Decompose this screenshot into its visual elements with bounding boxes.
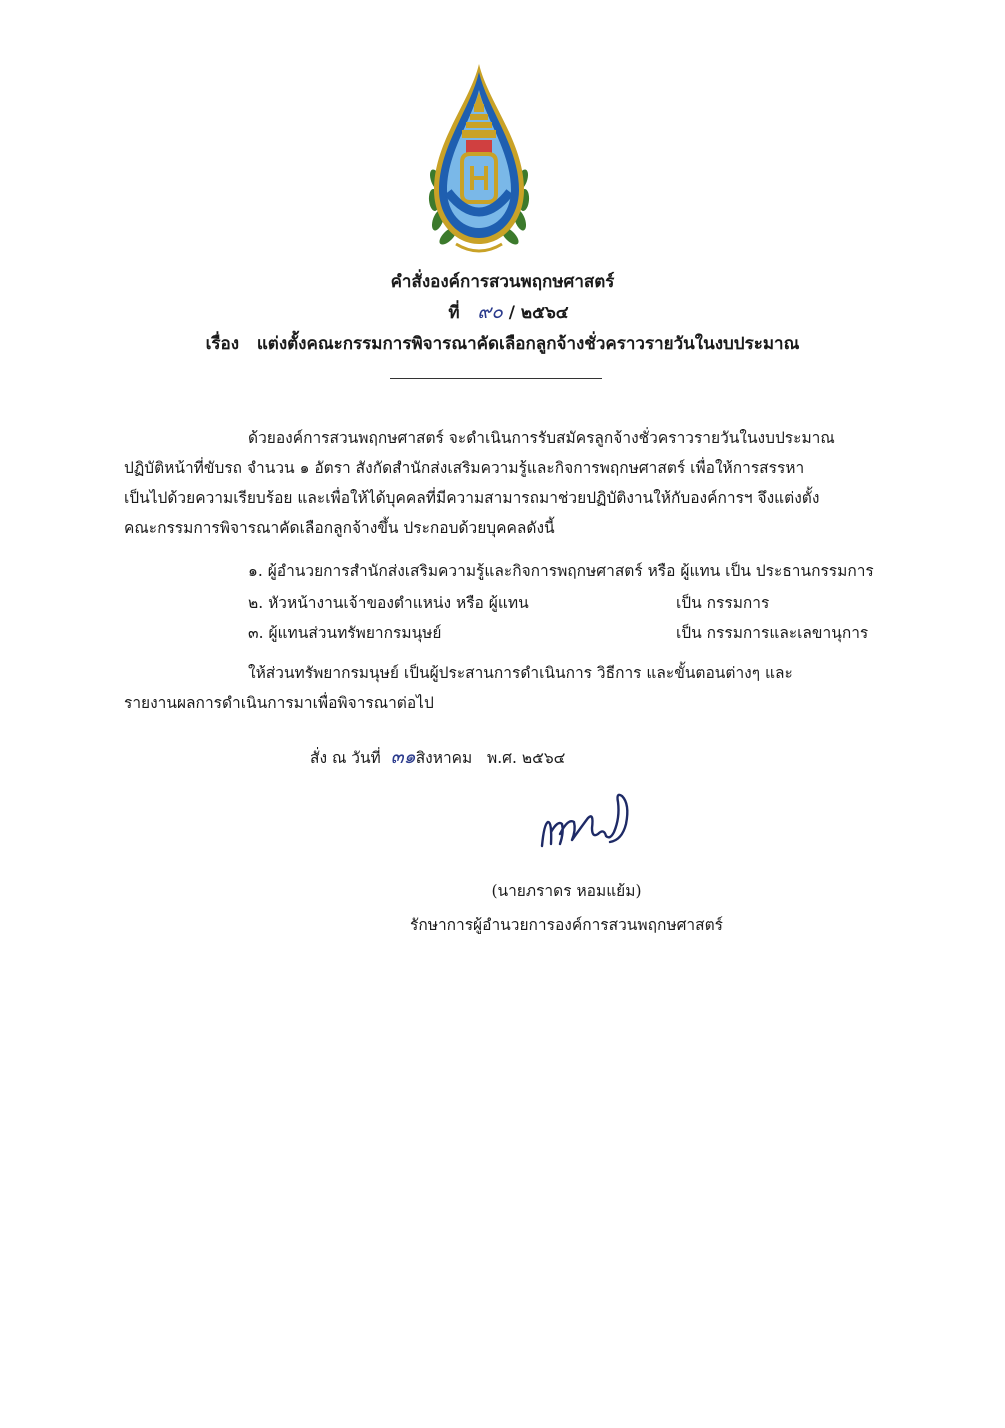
- committee-member-3: ๓. ผู้แทนส่วนทรัพยากรมนุษย์: [248, 624, 442, 642]
- paragraph-line: รายงานผลการดำเนินการมาเพื่อพิจารณาต่อไป: [124, 694, 434, 712]
- signatory-position: รักษาการผู้อำนวยการองค์การสวนพฤกษศาสตร์: [410, 916, 723, 934]
- order-number-prefix: ที่: [448, 303, 460, 323]
- paragraph-line: ด้วยองค์การสวนพฤกษศาสตร์ จะดำเนินการรับสมัครลูกจ้างชั่วคราวรายวันในงบประมาณ: [248, 429, 835, 447]
- subject-label: เรื่อง: [205, 334, 240, 354]
- paragraph-line: ปฏิบัติหน้าที่ขับรถ จำนวน ๑ อัตรา สังกัดสำนักส่งเสริมความรู้และกิจการพฤกษศาสตร์ เพื่อให้การสรรหา: [124, 459, 805, 477]
- handwritten-signature: [538, 788, 633, 854]
- signatory-name: (นายภราดร หอมแย้ม): [491, 882, 642, 900]
- order-title: คำสั่งองค์การสวนพฤกษศาสตร์: [390, 272, 615, 292]
- committee-role-2: เป็น กรรมการ: [676, 594, 770, 612]
- heading-divider: [390, 378, 602, 379]
- date-month: สิงหาคม: [415, 749, 473, 767]
- committee-member-1: ๑. ผู้อำนวยการสำนักส่งเสริมความรู้และกิจการพฤกษศาสตร์ หรือ ผู้แทน เป็น ประธานกรรมการ: [248, 562, 874, 580]
- paragraph-line: เป็นไปด้วยความเรียบร้อย และเพื่อให้ได้บุคคลที่มีความสามารถมาช่วยปฏิบัติงานให้กับองค์การฯ จึงแต่งตั้ง: [124, 489, 820, 507]
- date-day-handwritten: ๓๑: [390, 746, 416, 768]
- order-subject: [0, 333, 1005, 355]
- date-prefix: สั่ง ณ วันที่: [310, 749, 381, 767]
- order-number-suffix: / ๒๕๖๔: [508, 303, 569, 323]
- order-date: [310, 742, 565, 772]
- paragraph-line: ให้ส่วนทรัพยากรมนุษย์ เป็นผู้ประสานการดำเนินการ วิธีการ และขั้นตอนต่างๆ และ: [248, 664, 793, 682]
- committee-member-2: ๒. หัวหน้างานเจ้าของตำแหน่ง หรือ ผู้แทน: [248, 594, 529, 612]
- order-number-handwritten: ๙๐: [477, 301, 503, 323]
- order-number: [0, 301, 1005, 324]
- subject-text: แต่งตั้งคณะกรรมการพิจารณาคัดเลือกลูกจ้างชั่วคราวรายวันในงบประมาณ: [256, 334, 800, 354]
- paragraph-intro: [124, 423, 904, 543]
- water-drop-emblem-icon: [426, 62, 532, 260]
- date-year: พ.ศ. ๒๕๖๔: [487, 749, 566, 767]
- paragraph-assignment: [124, 658, 793, 718]
- paragraph-line: คณะกรรมการพิจารณาคัดเลือกลูกจ้างขึ้น ประกอบด้วยบุคคลดังนี้: [124, 519, 555, 537]
- committee-role-3: เป็น กรรมการและเลขานุการ: [676, 624, 869, 642]
